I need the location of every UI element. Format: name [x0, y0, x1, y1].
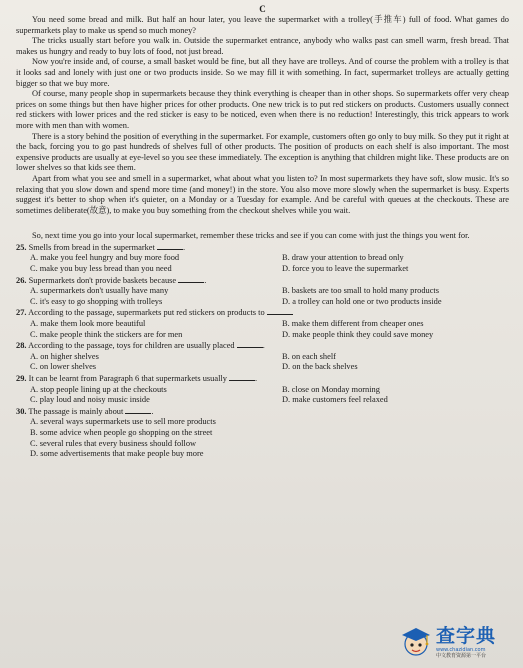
question-stem: Supermarkets don't provide baskets because — [28, 275, 177, 285]
option-a: A. make you feel hungry and buy more food — [30, 253, 180, 263]
option-b: B. make them different from cheaper ones — [282, 319, 424, 329]
option-b: B. on each shelf — [282, 351, 336, 361]
option-a: A. make them look more beautiful — [30, 319, 146, 329]
option-d: D. on the back shelves — [282, 362, 358, 372]
option-d: D. force you to leave the supermarket — [282, 264, 409, 274]
option-d: D. make customers feel relaxed — [282, 395, 388, 405]
answer-blank — [237, 340, 265, 351]
section-letter: C — [259, 4, 266, 14]
question-number: 28. — [16, 341, 27, 351]
option-b: B. draw your attention to bread only — [282, 253, 404, 263]
option-d: D. some advertisements that make people buy more — [30, 449, 204, 459]
question-number: 27. — [16, 308, 27, 318]
reading-passage — [16, 15, 509, 242]
answer-blank — [178, 275, 207, 285]
stem-end: . — [151, 406, 154, 416]
chazidian-logo — [399, 622, 517, 662]
passage-paragraph-7: So, next time you go into your local supermarket, remember these tricks and see if you can come with just the things you went for. — [32, 231, 470, 241]
option-d: D. make people think they could save money — [282, 329, 434, 339]
passage-paragraph-3: Now you're inside and, of course, a small basket would be fine, but all they have are trolleys. And of course the problem with a trolley is that it looks sad and lonely with just one or two products inside. So we may fill it with something. In fact, supermarket trolleys are actually getting bigger so that we buy more. — [16, 57, 509, 88]
passage-paragraph-1: You need some bread and milk. But half an hour later, you leave the supermarket with a trolley(手推车) full of food. What games do supermarkets play to make us spend so much money? — [16, 15, 509, 35]
passage-paragraph-6: Apart from what you see and smell in a supermarket, what about what you listen to? In most supermarkets they have soft, slow music. It's so relaxing that you slow down and spend more time (and money!) in the store. You also move more slowly when the supermarket is busy. Experts suggest it's better to shop when it's quieter, on a Monday or a Tuesday for example. And be careful with queues at the checkouts. These are sometimes deliberate(故意), to make you buy something from the checkout shelves while you wait. — [16, 173, 509, 215]
option-c: C. on lower shelves — [30, 362, 97, 372]
question-stem: The passage is mainly about — [28, 406, 124, 416]
passage-paragraph-4: Of course, many people shop in supermarkets because they think everything is cheaper than in other shops. So supermarkets offer very cheap prices on some things but then have higher prices for other products. One new trick is to put red stickers on products. Customers usually connect red stickers with lower prices and the red sticker is easy to be noticed, even when there is no reduction! Interestingly, this trick appears to work more with men than with women. — [16, 89, 509, 130]
passage-paragraph-5: There is a story behind the position of everything in the supermarket. For example, customers often go only to buy milk. So they put it right at the back, forcing you to go past hundreds of shelves full of other products. The position of products on each shelf is also important. The most expensive products are usually at eye-level so you see these immediately. The exception is anything that children might like. These products are on lower shelves so that kids see them. — [16, 131, 509, 173]
stem-end: . — [255, 374, 258, 383]
question-stem: Smells from bread in the supermarket — [28, 242, 155, 252]
question-number: 25. — [16, 242, 27, 252]
question-26 — [16, 275, 509, 308]
answer-blank — [229, 373, 258, 383]
option-b: B. close on Monday morning — [282, 384, 380, 394]
question-list — [16, 242, 509, 460]
option-c: C. it's easy to go shopping with trolleys — [30, 296, 163, 306]
option-a: A. supermarkets don't usually have many — [30, 286, 169, 296]
passage-paragraph-2: The tricks usually start before you walk in. Outside the supermarket entrance, anybody who walks past can smell warm, fresh bread. That makes us hungry and ready to buy lots of food, not just bread. — [16, 36, 509, 56]
answer-blank — [125, 406, 154, 416]
logo-title: 查字典 — [436, 624, 497, 647]
question-28 — [16, 340, 509, 373]
logo-url: www.chazidian.com — [436, 646, 486, 653]
option-b: B. baskets are too small to hold many products — [282, 286, 440, 296]
option-c: C. several rules that every business should follow — [30, 438, 197, 448]
option-a: A. several ways supermarkets use to sell more products — [30, 417, 216, 427]
option-c: C. play loud and noisy music inside — [30, 395, 150, 405]
option-c: C. make you buy less bread than you need — [30, 264, 172, 274]
option-a: A. on higher shelves — [30, 351, 99, 361]
student-mascot-icon — [399, 624, 433, 660]
option-d: D. a trolley can hold one or two products inside — [282, 296, 442, 306]
question-number: 30. — [16, 406, 27, 416]
answer-blank — [157, 242, 186, 252]
question-stem: According to the passage, supermarkets put red stickers on products to — [28, 308, 265, 318]
stem-end: . — [262, 341, 265, 351]
logo-slogan: 中文教育资源第一平台 — [436, 652, 487, 659]
question-30 — [16, 406, 509, 460]
question-stem: According to the passage, toys for children are usually placed — [28, 341, 235, 351]
question-number: 26. — [16, 275, 27, 285]
option-a: A. stop people lining up at the checkouts — [30, 384, 167, 394]
question-stem: It can be learnt from Paragraph 6 that supermarkets usually — [28, 374, 227, 383]
question-25 — [16, 242, 509, 275]
option-c: C. make people think the stickers are for men — [30, 329, 183, 339]
paragraph-gap — [16, 216, 509, 231]
option-b: B. some advice when people go shopping on the street — [30, 427, 213, 437]
question-27 — [16, 307, 509, 340]
stem-end: . — [204, 275, 207, 285]
question-number: 29. — [16, 374, 27, 383]
stem-end: . — [182, 242, 186, 252]
answer-blank — [267, 307, 293, 315]
question-29 — [16, 373, 509, 406]
